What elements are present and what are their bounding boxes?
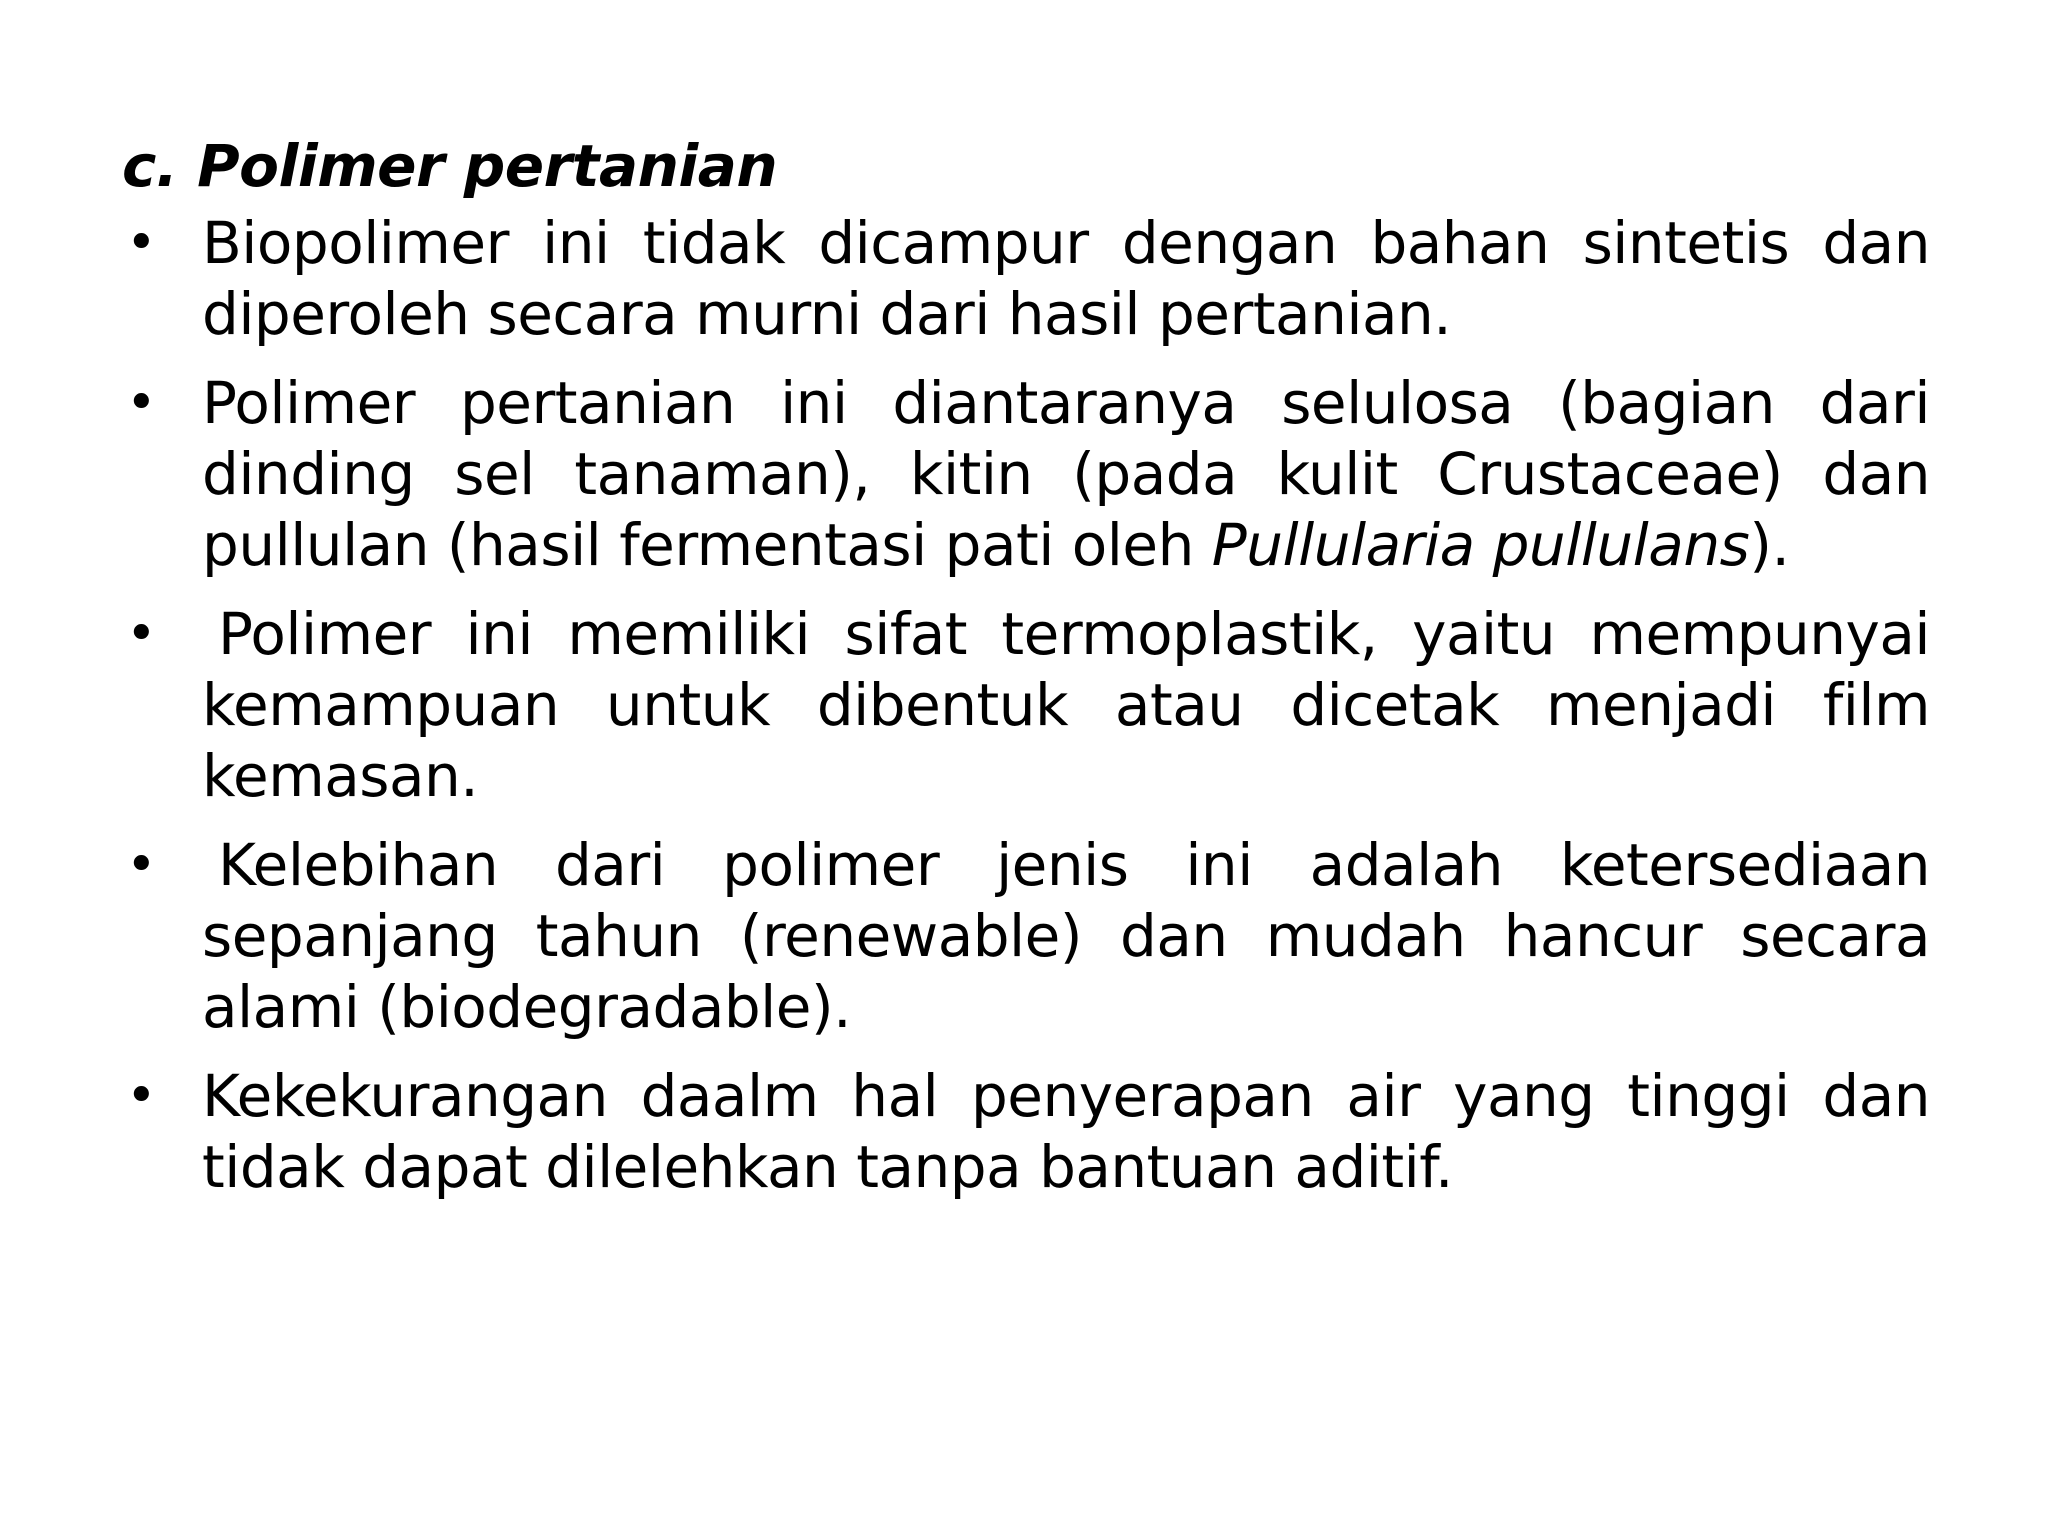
bullet-icon: • bbox=[126, 213, 157, 273]
bullet-text-end: ). bbox=[1749, 511, 1790, 579]
slide-heading: c. Polimer pertanian bbox=[122, 132, 778, 200]
bullet-list bbox=[122, 208, 1930, 1203]
bullet-item-3 bbox=[122, 599, 1930, 812]
bullet-text: Polimer ini memiliki sifat termoplastik, yaitu mempunyai kemampuan untuk dibentuk atau dicetak menjadi film kemasan. bbox=[202, 600, 1930, 810]
bullet-icon: • bbox=[126, 835, 157, 895]
bullet-item-5 bbox=[122, 1061, 1930, 1203]
bullet-icon: • bbox=[126, 373, 157, 433]
bullet-italic-species: Pullularia pullulans bbox=[1211, 511, 1750, 579]
slide-content bbox=[122, 130, 1930, 1221]
bullet-icon: • bbox=[126, 1066, 157, 1126]
bullet-text: Kelebihan dari polimer jenis ini adalah ketersediaan sepanjang tahun (renewable) dan mudah hancur secara alami (biodegradable). bbox=[202, 831, 1930, 1041]
bullet-item-2 bbox=[122, 368, 1930, 581]
bullet-item-4 bbox=[122, 830, 1930, 1043]
bullet-text: Biopolimer ini tidak dicampur dengan bahan sintetis dan diperoleh secara murni dari hasil pertanian. bbox=[202, 209, 1930, 348]
bullet-text: Polimer pertanian ini diantaranya selulosa (bagian dari dinding sel tanaman), kitin (pada kulit Crustaceae) dan pullulan (hasil fermentasi pati oleh bbox=[202, 369, 1930, 579]
bullet-icon: • bbox=[126, 604, 157, 664]
bullet-text: Kekekurangan daalm hal penyerapan air yang tinggi dan tidak dapat dilelehkan tanpa bantuan aditif. bbox=[202, 1062, 1930, 1201]
bullet-item-1 bbox=[122, 208, 1930, 350]
